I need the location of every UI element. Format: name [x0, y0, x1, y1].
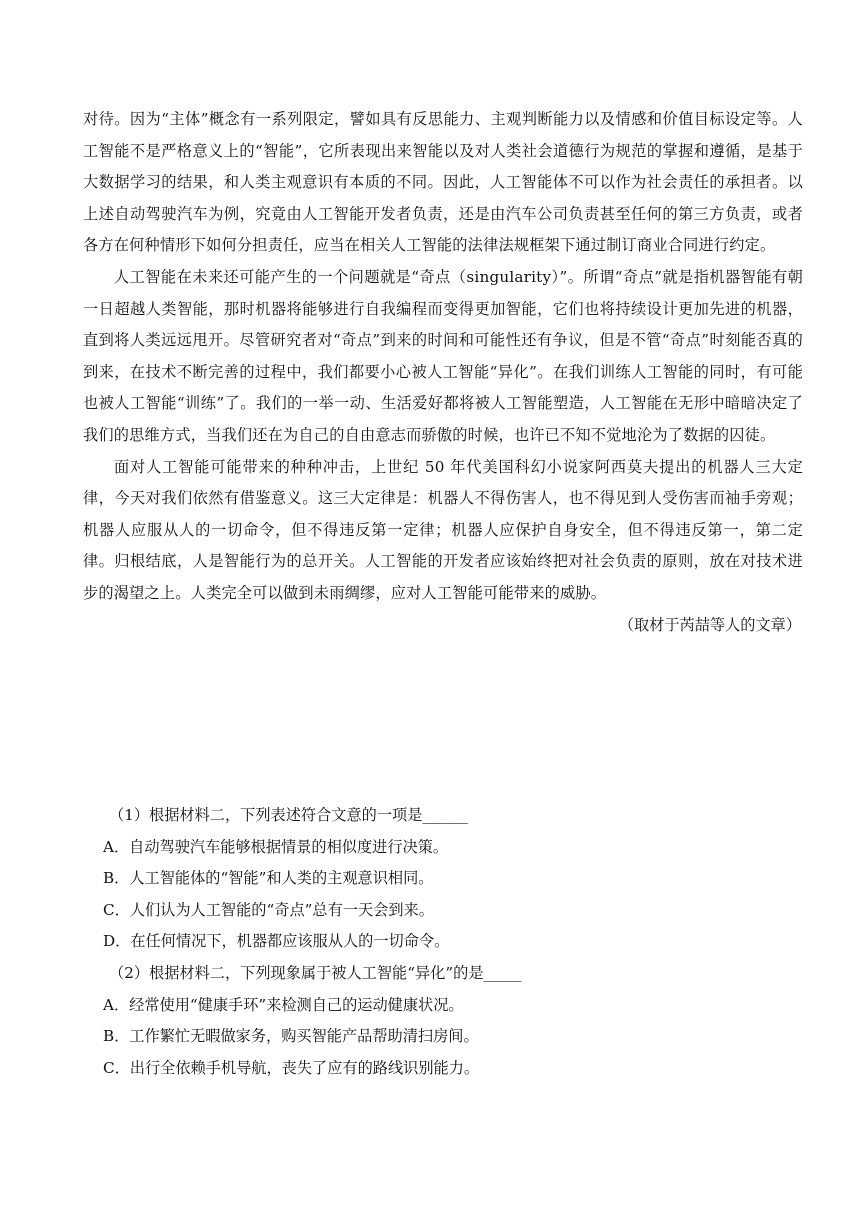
passage-paragraph: 面对人工智能可能带来的种种冲击，上世纪 50 年代美国科幻小说家阿西莫夫提出的机器人三大定律，今天对我们依然有借鉴意义。这三大定律是：机器人不得伤害人，也不得见到人受伤害而袖手旁观；机器人应服从人的一切命令，但不得违反第一定律；机器人应保护自身安全，但不得违反第一，第二定律。归根结底，人是智能行为的总开关。人工智能的开发者应该始终把对社会负责的原则，放在对技术进步的渴望之上。人类完全可以做到未雨绸缪，应对人工智能可能带来的威胁。 — [83, 457, 803, 602]
passage-paragraph: 对待。因为“主体”概念有一系列限定，譬如具有反思能力、主观判断能力以及情感和价值目标设定等。人工智能不是严格意义上的“智能”，它所表现出来智能以及对人类社会道德行为规范的掌握和遵循，是基于大数据学习的结果，和人类主观意识有本质的不同。因此，人工智能体不可以作为社会责任的承担者。以上述自动驾驶汽车为例，究竟由人工智能开发者负责，还是由汽车公司负责甚至任何的第三方负责，或者各方在何种情形下如何分担责任，应当在相关人工智能的法律法规框架下通过制订商业合同进行约定。 — [83, 110, 803, 255]
passage — [83, 104, 803, 641]
question-1-option-a: A．自动驾驶汽车能够根据情景的相似度进行决策。 — [103, 837, 449, 856]
question-1-option-d: D．在任何情况下，机器都应该服从人的一切命令。 — [103, 932, 450, 951]
question-2-stem: （2）根据材料二，下列现象属于被人工智能“异化”的是_____ — [109, 963, 522, 982]
question-1-option-c: C．人们认为人工智能的“奇点”总有一天会到来。 — [103, 900, 434, 919]
question-2-option-c: C．出行全依赖手机导航，丧失了应有的路线识别能力。 — [103, 1058, 480, 1077]
question-2-option-a: A．经常使用“健康手环”来检测自己的运动健康状况。 — [103, 995, 464, 1014]
passage-paragraph: 人工智能在未来还可能产生的一个问题就是“奇点（singularity）”。所谓“奇点”就是指机器智能有朝一日超越人类智能，那时机器将能够进行自我编程而变得更加智能，它们也将持续设计更加先进的机器，直到将人类远远甩开。尽管研究者对“奇点”到来的时间和可能性还有争议，但是不管“奇点”时刻能否真的到来，在技术不断完善的过程中，我们都要小心被人工智能“异化”。在我们训练人工智能的同时，有可能也被人工智能“训练”了。我们的一举一动、生活爱好都将被人工智能塑造，人工智能在无形中暗暗决定了我们的思维方式，当我们还在为自己的自由意志而骄傲的时候，也许已不知不觉地沦为了数据的囚徒。 — [83, 267, 803, 444]
question-list — [103, 800, 803, 1084]
question-1-stem: （1）根据材料二，下列表述符合文意的一项是______ — [109, 806, 468, 824]
passage-source: （取材于芮喆等人的文章） — [618, 615, 801, 634]
question-2-option-b: B．工作繁忙无暇做家务，购买智能产品帮助清扫房间。 — [103, 1027, 479, 1046]
question-1-option-b: B．人工智能体的“智能”和人类的主观意识相同。 — [103, 869, 434, 888]
